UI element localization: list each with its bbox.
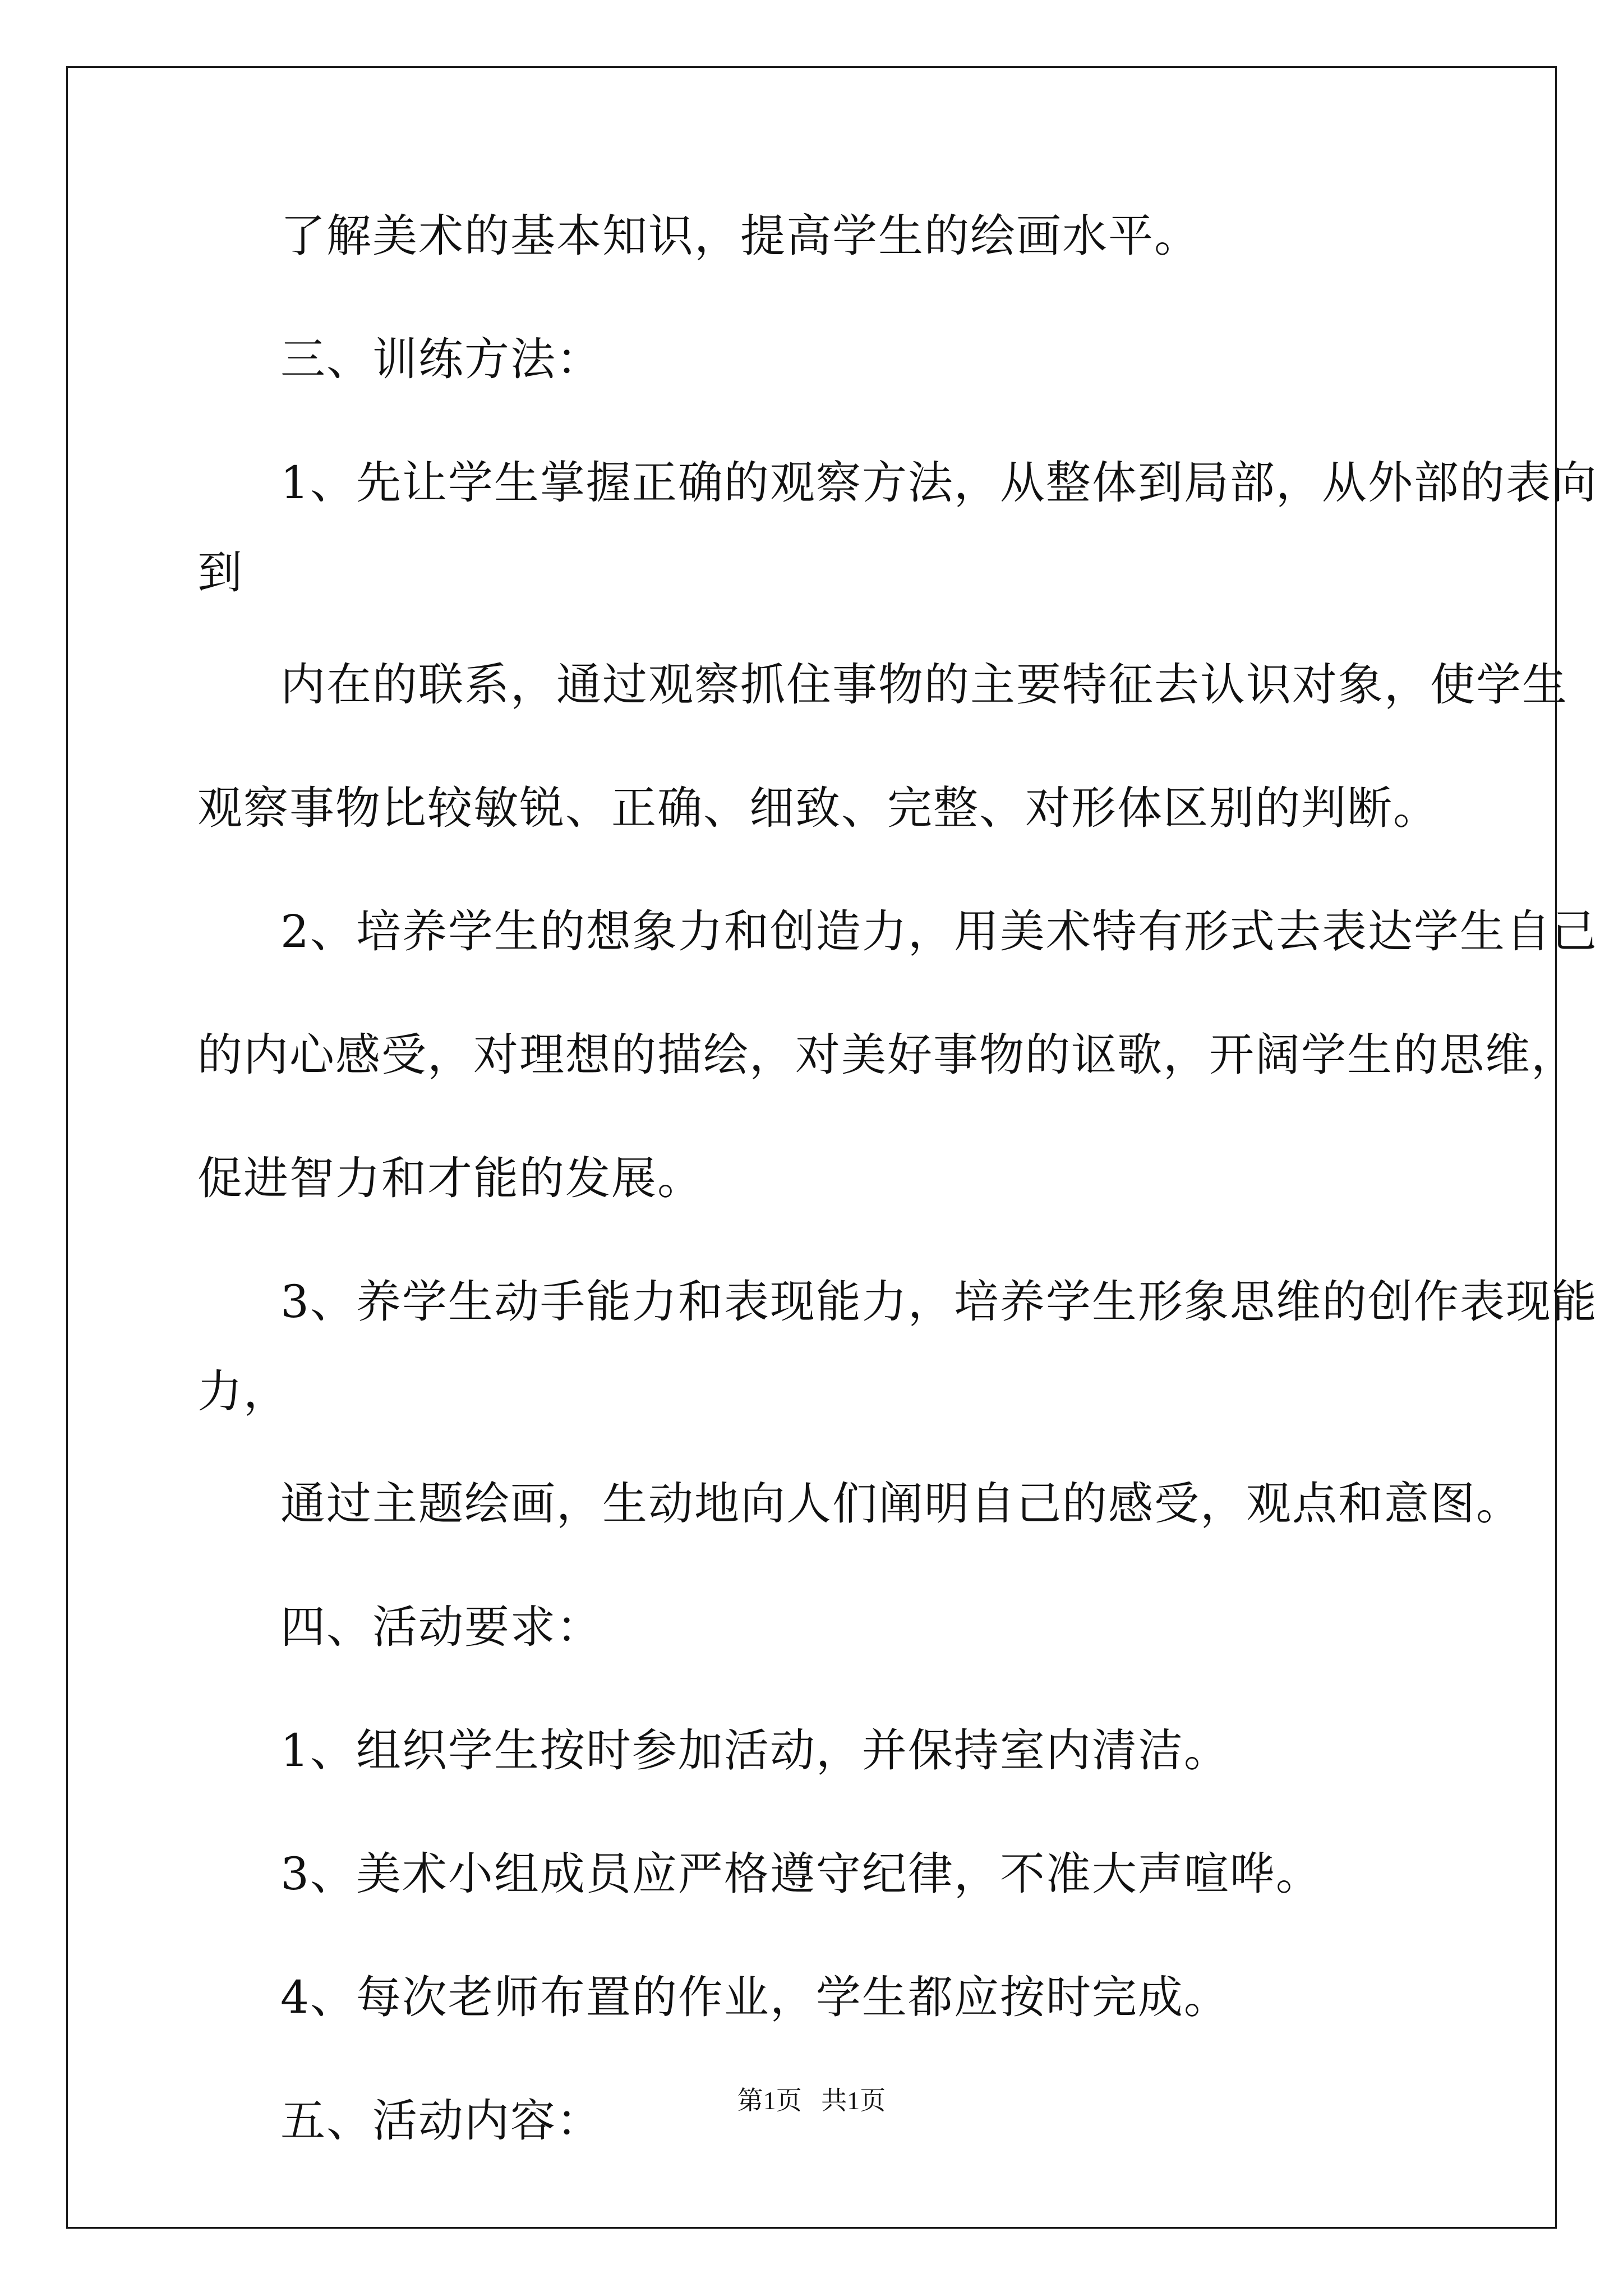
text-line: 通过主题绘画，生动地向人们阐明自己的感受，观点和意图。 [280,1478,1522,1530]
section-heading: 五、活动内容： [280,2095,602,2147]
text-line: 1、组织学生按时参加活动，并保持室内清洁。 [280,1724,1230,1777]
text-line: 到 [197,546,243,599]
text-line: 的内心感受，对理想的描绘，对美好事物的讴歌，开阔学生的思维， [197,1029,1577,1081]
text-line: 了解美术的基本知识，提高学生的绘画水平。 [280,210,1200,262]
text-line: 2、培养学生的想象力和创造力，用美术特有形式去表达学生自己 [280,905,1598,958]
text-line: 促进智力和才能的发展。 [197,1152,703,1204]
page-footer: 第1页 共1页 [737,2086,886,2115]
section-heading: 三、训练方法： [280,333,602,385]
text-line: 力， [197,1365,289,1418]
text-line: 4、每次老师布置的作业，学生都应按时完成。 [280,1971,1230,2023]
text-line: 3、养学生动手能力和表现能力，培养学生形象思维的创作表现能 [280,1276,1598,1328]
text-line: 1、先让学生掌握正确的观察方法，从整体到局部，从外部的表向 [280,457,1598,509]
text-line: 观察事物比较敏锐、正确、细致、完整、对形体区别的判断。 [197,782,1439,834]
text-line: 内在的联系，通过观察抓住事物的主要特征去认识对象，使学生 [280,659,1568,711]
text-line: 3、美术小组成员应严格遵守纪律，不准大声喧哗。 [280,1848,1322,1900]
section-heading: 四、活动要求： [280,1601,602,1653]
